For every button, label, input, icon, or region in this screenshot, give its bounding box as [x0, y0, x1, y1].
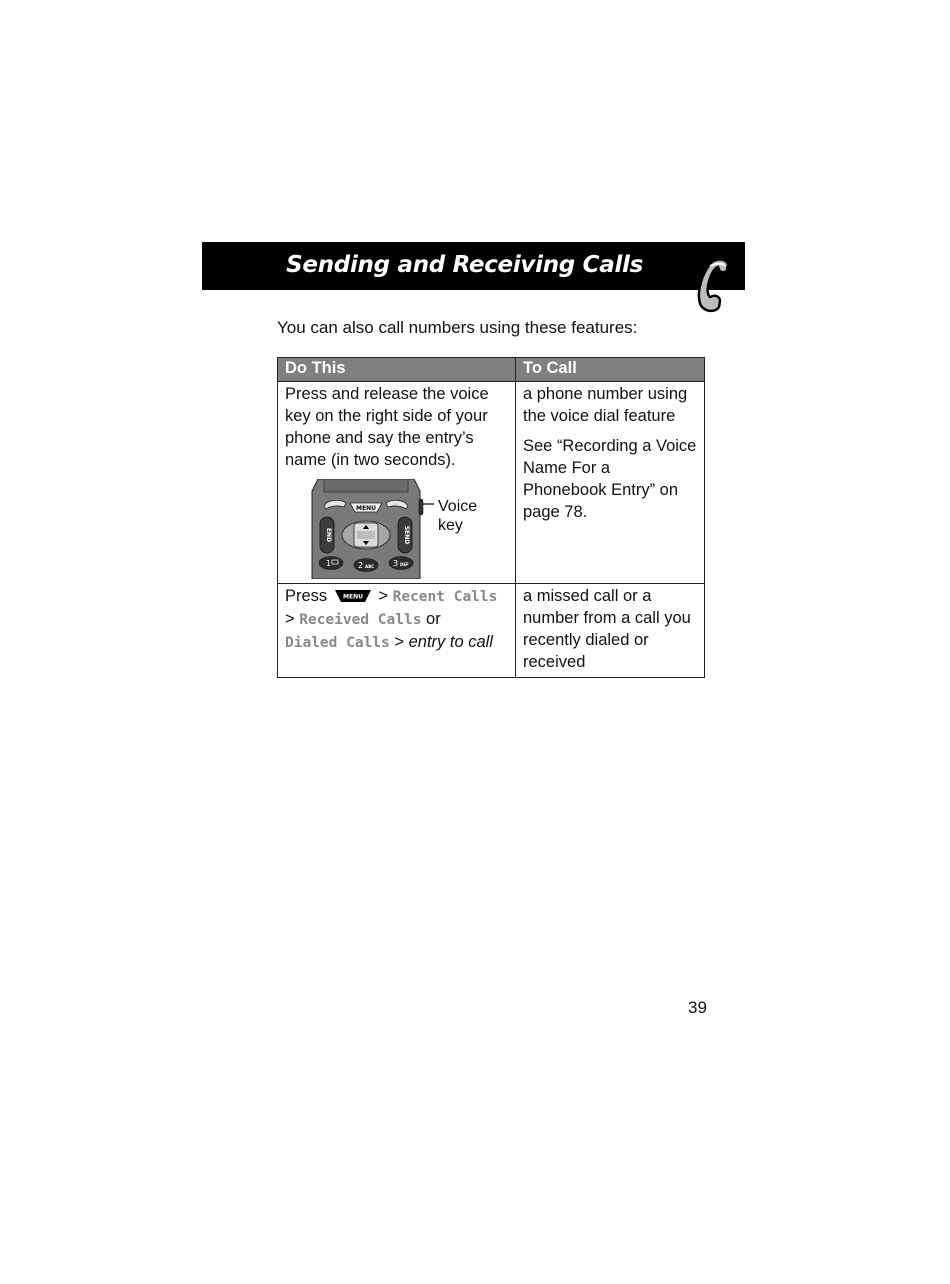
cell-to-call-missed [516, 584, 705, 678]
separator: > [378, 587, 389, 605]
end-key-label: END [325, 527, 332, 543]
page-number: 39 [688, 998, 707, 1017]
section-header-bar [202, 242, 745, 290]
voice-label-line2: key [438, 517, 463, 534]
send-key-label: SEND [403, 525, 410, 545]
features-table [277, 357, 705, 678]
voice-key-callout [438, 497, 477, 535]
press-text: Press [285, 587, 328, 605]
header-to-call: To Call [516, 358, 705, 382]
voice-dial-reference: See “Recording a Voice Name For a Phonebook Entry” on page 78. [523, 437, 697, 521]
separator: > [285, 610, 295, 628]
menu-item-received-calls: Received Calls [299, 612, 422, 628]
intro-text: You can also call numbers using these features: [277, 318, 638, 337]
key-3-label: 3 [393, 559, 399, 568]
or-text: or [426, 610, 441, 628]
voice-label-line1: Voice [438, 498, 478, 515]
menu-item-recent-calls: Recent Calls [392, 589, 498, 605]
header-do-this: Do This [278, 358, 516, 382]
key-2-sub: ABC [365, 564, 375, 569]
section-title: Sending and Receiving Calls [286, 252, 643, 278]
table-row [278, 584, 705, 678]
cell-do-menu [278, 584, 516, 678]
menu-key-icon [335, 590, 371, 602]
menu-key-label: MENU [356, 505, 376, 512]
table-row [278, 382, 705, 584]
phone-handset-icon [672, 254, 736, 316]
key-3-sub: DEF [400, 562, 409, 567]
voice-key-instruction: Press and release the voice key on the right side of your phone and say the entry’s name (in two seconds). [285, 385, 489, 469]
phone-keypad-illustration [285, 479, 508, 579]
menu-item-dialed-calls: Dialed Calls [285, 635, 390, 651]
missed-call-description: a missed call or a number from a call you recently dialed or received [523, 587, 691, 671]
phone-keypad-graphic [310, 479, 450, 579]
menu-key-icon-label: MENU [342, 593, 363, 601]
table-header-row [278, 358, 705, 382]
key-2-label: 2 [358, 561, 364, 570]
separator: > [394, 633, 404, 651]
key-1-label: 1 [326, 559, 332, 568]
entry-to-call: entry to call [408, 633, 493, 651]
cell-do-voice [278, 382, 516, 584]
cell-to-call-voice [516, 382, 705, 584]
voice-dial-description: a phone number using the voice dial feature [523, 385, 688, 425]
